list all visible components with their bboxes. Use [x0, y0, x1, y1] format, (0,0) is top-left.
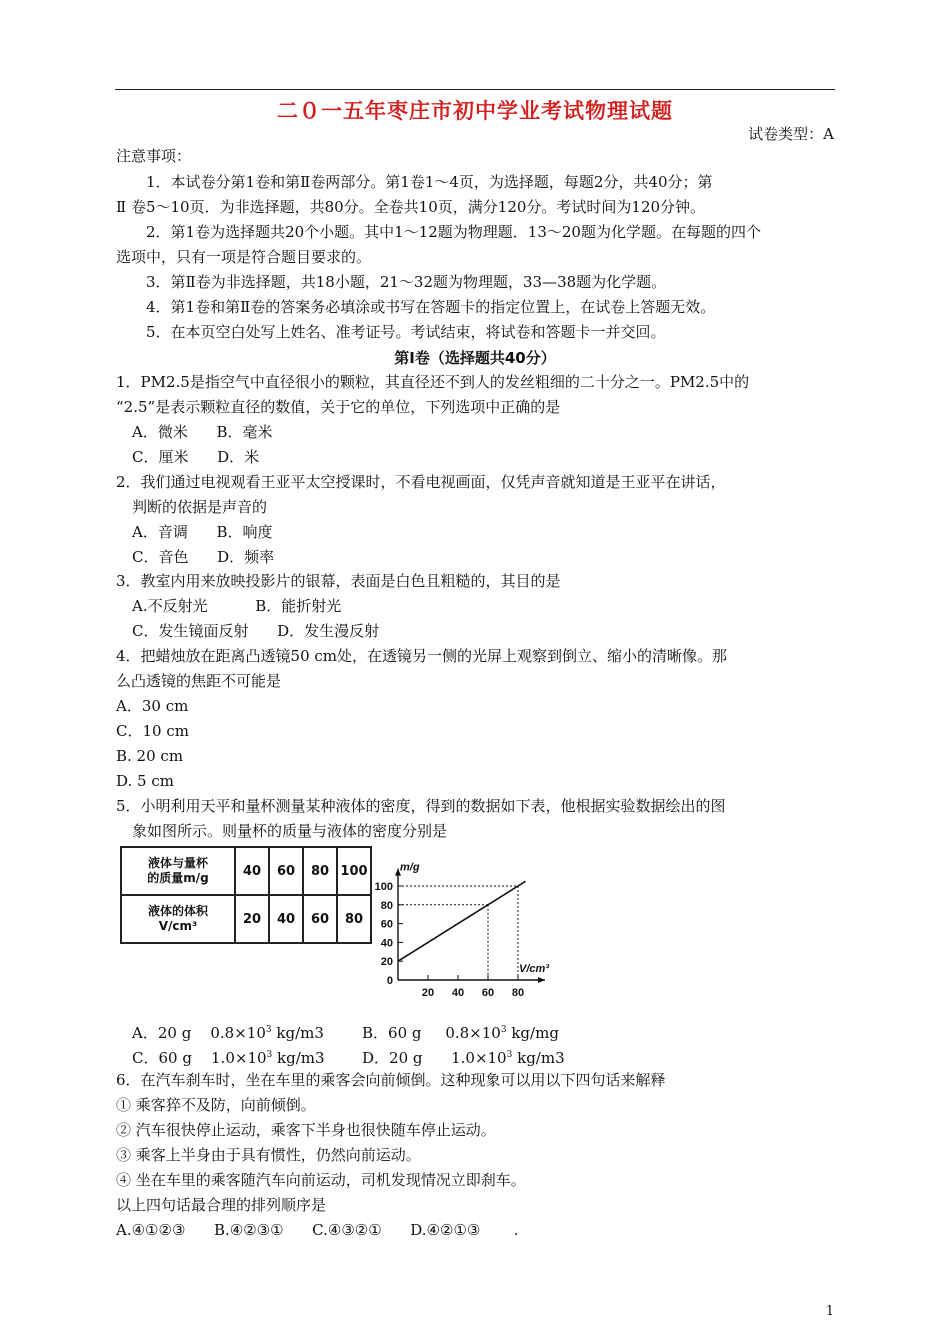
table-header-text: V/cm³ — [158, 919, 198, 933]
page-title: 二０一五年枣庄市初中学业考试物理试题 — [277, 99, 673, 123]
question-4-line: 4．把蜡烛放在距离凸透镜50 cm处，在透镜另一侧的光屏上观察到倒立、缩小的清晰像。那 — [116, 647, 728, 665]
y-tick-label: 40 — [380, 937, 393, 950]
table-header-text: 的质量m/g — [147, 871, 209, 885]
y-tick-label: 100 — [374, 881, 393, 893]
question-6-statement: ③ 乘客上半身由于具有惯性，仍然向前运动。 — [116, 1146, 421, 1164]
x-tick-label: 40 — [451, 987, 465, 999]
table-cell: 40 — [235, 847, 269, 895]
note-line: 选项中，只有一项是符合题目要求的。 — [116, 248, 372, 266]
data-table — [120, 846, 372, 944]
note-line: 4．第1卷和第Ⅱ卷的答案务必填涂或书写在答题卡的指定位置上，在试卷上答题无效。 — [146, 298, 716, 316]
x-axis-arrow — [538, 977, 545, 983]
x-axis-label: V/cm³ — [519, 963, 549, 975]
note-line: 1．本试卷分第1卷和第Ⅱ卷两部分。第1卷1～4页，为选择题，每题2分，共40分；第 — [146, 173, 713, 191]
y-axis-label: m/g — [400, 861, 420, 874]
top-rule — [115, 89, 835, 90]
table-row-header — [121, 847, 235, 895]
question-5-option-a: A．20 g $0.8\times 10^3$ kg/m3 — [132, 1024, 324, 1042]
page-number: 1 — [825, 1304, 834, 1319]
question-5-option-b: B．60 g $0.8\times 10^3$ kg/mg — [362, 1024, 559, 1042]
question-6-options: A.④①②③ B.④②③① C.④③②① D.④②①③ . — [116, 1221, 519, 1239]
table-cell: 100 — [337, 847, 371, 895]
question-3-options: C．发生镜面反射 D．发生漫反射 — [132, 622, 380, 640]
question-4-option-c: C．10 cm — [116, 722, 189, 740]
question-2-options: C．音色 D．频率 — [132, 548, 275, 566]
question-5-figure — [115, 838, 549, 1003]
paper-type: 试卷类型：A — [748, 125, 834, 143]
question-4-option-a: A．30 cm — [116, 697, 189, 715]
series-line — [398, 881, 526, 961]
y-tick-label: 20 — [380, 956, 393, 969]
question-6-line: 以上四句话最合理的排列顺序是 — [116, 1196, 327, 1214]
table-cell: 20 — [235, 895, 269, 943]
note-line: 3．第Ⅱ卷为非选择题，共18小题，21～32题为物理题，33—38题为化学题。 — [146, 273, 667, 291]
table-cell: 80 — [303, 847, 337, 895]
y-tick-label: 60 — [380, 918, 393, 931]
question-5-line: 象如图所示。则量杯的质量与液体的密度分别是 — [132, 822, 448, 840]
notes-heading: 注意事项： — [116, 147, 192, 165]
table-cell: 40 — [269, 895, 303, 943]
x-tick-label: 20 — [421, 987, 435, 999]
question-2-line: 2．我们通过电视观看王亚平太空授课时，不看电视画面，仅凭声音就知道是王亚平在讲话， — [116, 473, 726, 491]
table-row-header — [121, 895, 235, 943]
table-cell: 80 — [337, 895, 371, 943]
question-4-option-d: D. 5 cm — [116, 772, 174, 790]
table-row — [121, 895, 371, 943]
table-header-text: 液体的体积 — [147, 904, 208, 918]
x-tick-label: 60 — [481, 987, 495, 999]
table-cell: 60 — [269, 847, 303, 895]
question-1-line: “2.5”是表示颗粒直径的数值，关于它的单位，下列选项中正确的是 — [116, 398, 561, 416]
question-5-option-d: D．20 g $1.0\times 10^3$ kg/m3 — [362, 1049, 565, 1067]
y-tick-label: 80 — [380, 899, 393, 912]
mass-volume-chart — [368, 838, 553, 1003]
y-tick-label: 0 — [386, 975, 393, 987]
question-3-line: 3．教室内用来放映投影片的银幕，表面是白色且粗糙的，其目的是 — [116, 572, 561, 590]
question-5-line: 5．小明利用天平和量杯测量某种液体的密度，得到的数据如下表，他根据实验数据绘出的图 — [116, 797, 726, 815]
question-4-option-b: B. 20 cm — [116, 747, 184, 765]
question-6-statement: ① 乘客猝不及防，向前倾倒。 — [116, 1096, 316, 1114]
x-tick-label: 80 — [511, 987, 525, 999]
question-1-line: 1．PM2.5是指空气中直径很小的颗粒，其直径还不到人的发丝粗细的二十分之一。PM2.5中的 — [116, 373, 750, 391]
question-6-statement: ④ 坐在车里的乘客随汽车向前运动，司机发现情况立即刹车。 — [116, 1171, 526, 1189]
note-line: 5．在本页空白处写上姓名、准考证号。考试结束，将试卷和答题卡一并交回。 — [146, 323, 666, 341]
question-2-options: A．音调 B．响度 — [132, 523, 273, 541]
table-row — [121, 847, 371, 895]
section-title: 第Ⅰ卷（选择题共40分） — [394, 349, 556, 367]
question-1-options: A．微米 B．毫米 — [132, 423, 273, 441]
question-6-line: 6．在汽车刹车时，坐在车里的乘客会向前倾倒。这种现象可以用以下四句话来解释 — [116, 1071, 666, 1089]
question-1-options: C．厘米 D．米 — [132, 448, 260, 466]
question-4-line: 么凸透镜的焦距不可能是 — [116, 672, 282, 690]
table-cell: 60 — [303, 895, 337, 943]
note-line: Ⅱ 卷5～10页．为非选择题，共80分。全卷共10页，满分120分。考试时间为120分钟。 — [116, 198, 706, 216]
question-5-option-c: C．60 g $1.0\times 10^3$ kg/m3 — [132, 1049, 325, 1067]
question-6-statement: ② 汽车很快停止运动，乘客下半身也很快随车停止运动。 — [116, 1121, 496, 1139]
note-line: 2．第1卷为选择题共20个小题。其中1～12题为物理题．13～20题为化学题。在每题的四个 — [146, 223, 761, 241]
table-header-text: 液体与量杯 — [147, 856, 208, 870]
question-3-options: A.不反射光 B．能折射光 — [132, 597, 342, 615]
question-2-line: 判断的依据是声音的 — [132, 498, 268, 516]
